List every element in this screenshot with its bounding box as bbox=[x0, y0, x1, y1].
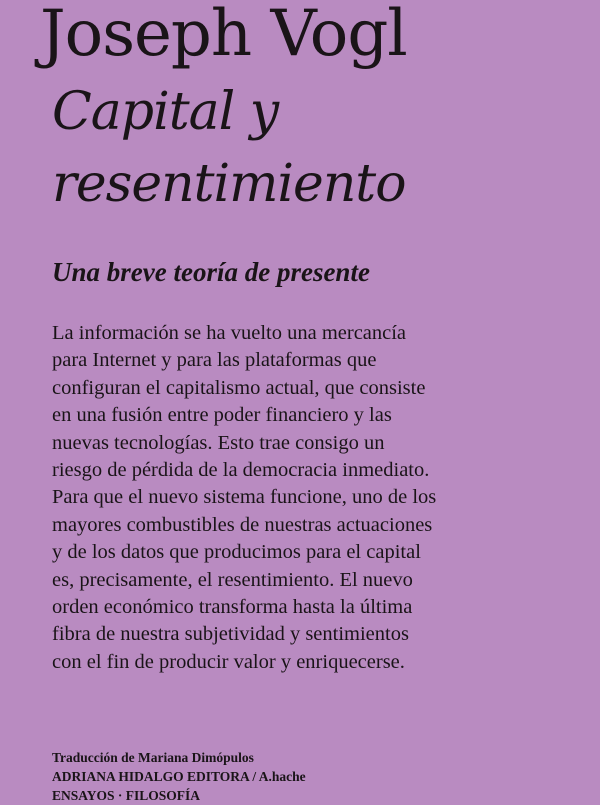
blurb-line: y de los datos que producimos para el capital bbox=[52, 541, 421, 564]
blurb-line: es, precisamente, el resentimiento. El nuevo bbox=[52, 568, 413, 591]
translator-credit: Traducción de Mariana Dimópulos bbox=[52, 750, 254, 765]
blurb-line: La información se ha vuelto una mercancía bbox=[52, 322, 407, 344]
book-title bbox=[52, 76, 406, 220]
blurb-line: para Internet y para las plataformas que bbox=[52, 349, 377, 372]
publisher-name: ADRIANA HIDALGO EDITORA / A.hache bbox=[52, 769, 306, 784]
publication-info bbox=[52, 748, 306, 805]
blurb-line: riesgo de pérdida de la democracia inmediato. bbox=[52, 459, 430, 482]
blurb-line: fibra de nuestra subjetividad y sentimientos bbox=[52, 623, 409, 646]
collection-name: ENSAYOS · FILOSOFÍA bbox=[52, 788, 201, 803]
title-line: resentimiento bbox=[52, 154, 406, 214]
book-subtitle: Una breve teoría de presente bbox=[52, 257, 370, 287]
blurb-line: Para que el nuevo sistema funcione, uno de los bbox=[52, 486, 437, 509]
title-line: Capital y bbox=[52, 82, 279, 142]
blurb-line: con el fin de producir valor y enriquecerse. bbox=[52, 650, 405, 673]
author-name: Joseph Vogl bbox=[40, 0, 407, 71]
blurb-line: nuevas tecnologías. Esto trae consigo un bbox=[52, 431, 385, 454]
blurb-line: en una fusión entre poder financiero y las bbox=[52, 404, 392, 427]
blurb-line: configuran el capitalismo actual, que consiste bbox=[52, 376, 426, 399]
blurb-text bbox=[52, 320, 572, 676]
blurb-line: mayores combustibles de nuestras actuaciones bbox=[52, 513, 433, 536]
blurb-line: orden económico transforma hasta la última bbox=[52, 596, 413, 619]
